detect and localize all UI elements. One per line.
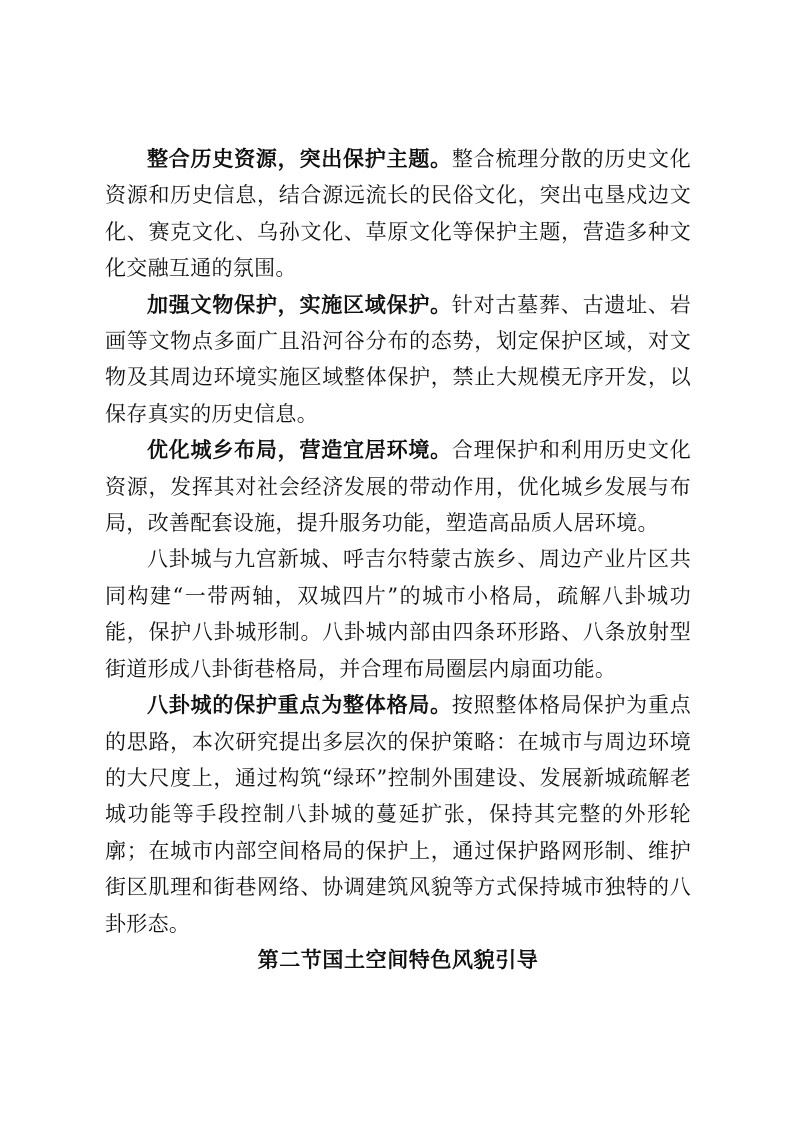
paragraph-history-resources: [105, 141, 691, 287]
paragraph-body: 合理保护和利用历史文化资源，发挥其对社会经济发展的带动作用，优化城乡发展与布局，改善配套设施，提升服务功能，塑造高品质人居环境。: [105, 438, 691, 536]
paragraph-overall-pattern: [105, 687, 691, 942]
paragraph-body: 八卦城与九宫新城、呼吉尔特蒙古族乡、周边产业片区共同构建“一带两轴，双城四片”的城市小格局，疏解八卦城功能，保护八卦城形制。八卦城内部由四条环形路、八条放射型街道形成八卦街巷格局，并合理布局圈层内扇面功能。: [105, 547, 691, 681]
document-page: [105, 141, 691, 978]
paragraph-body: 针对古墓葬、古遗址、岩画等文物点多面广且沿河谷分布的态势，划定保护区域，对文物及其周边环境实施区域整体保护，禁止大规模无序开发，以保存真实的历史信息。: [105, 292, 691, 426]
paragraph-lead: 优化城乡布局，营造宜居环境。: [147, 437, 452, 463]
paragraph-city-structure: [105, 541, 691, 687]
paragraph-heritage-protection: [105, 287, 691, 433]
paragraph-lead: 整合历史资源，突出保护主题。: [147, 146, 452, 171]
paragraph-lead: 八卦城的保护重点为整体格局。: [147, 692, 452, 718]
paragraph-body: 按照整体格局保护为重点的思路，本次研究提出多层次的保护策略：在城市与周边环境的大尺度上，通过构筑“绿环”控制外围建设、发展新城疏解老城功能等手段控制八卦城的蔓延扩张，保持其完整的外形轮廓；在城市内部空间格局的保护上，通过保护路网形制、维护街区肌理和街巷网络、协调建筑风貌等方式保持城市独特的八卦形态。: [105, 693, 691, 936]
section-title: 第二节国土空间特色风貌引导: [257, 946, 539, 972]
paragraph-lead: 加强文物保护，实施区域保护。: [147, 291, 452, 317]
paragraph-urban-rural-layout: [105, 432, 691, 541]
paragraph-body: 整合梳理分散的历史文化资源和历史信息，结合源远流长的民俗文化，突出屯垦戍边文化、赛克文化、乌孙文化、草原文化等保护主题，营造多种文化交融互通的氛围。: [105, 147, 691, 281]
